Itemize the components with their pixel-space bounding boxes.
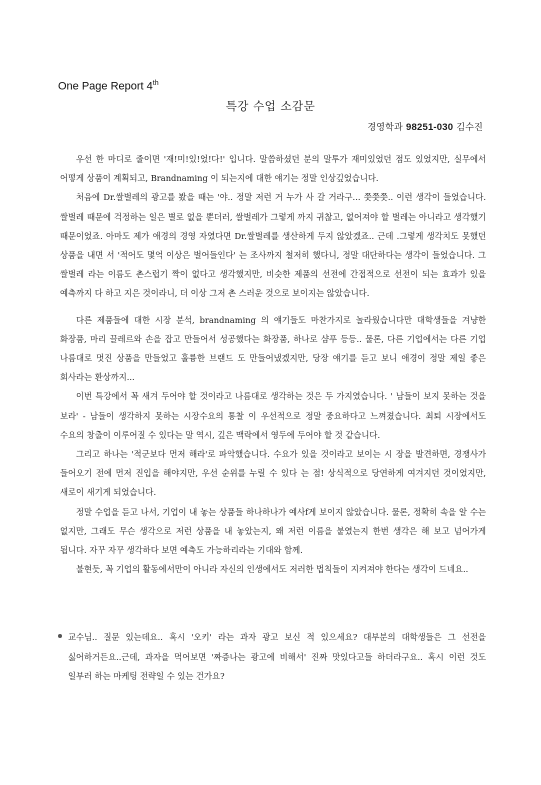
report-body xyxy=(60,150,486,579)
bullet-dot-icon xyxy=(58,634,62,638)
author-student-id: 98251-030 xyxy=(406,122,454,133)
paragraph-two-lessons: 이번 특강에서 꼭 새겨 두어야 할 것이라고 나름대로 생각하는 것은 두 가지였습니다. ' 남들이 보지 못하는 것을 보라' - 남들이 생각하지 못하는 시장수요의 통찰 이 우선적으로 정말 중요하다고 느껴졌습니다. 최퇴 시장에서도 수요의 창출이 이루어질 수 있다는 말 역시, 깊은 맥락에서 영두에 두어야 할 것 같습니다. xyxy=(60,391,486,440)
author-line xyxy=(367,120,483,133)
paragraph-life-rules: 불현듯, 꼭 기업의 활동에서만이 아니라 자신의 인생에서도 저러한 법칙들이 지켜져야 한다는 생각이 드네요.. xyxy=(76,564,469,575)
author-department: 경영학과 xyxy=(367,123,403,133)
paragraph-first-mover: 그리고 하나는 '적군보다 먼저 해라'로 파악했습니다. 수요가 있을 것이라고 보이는 시 장을 발견하면, 경쟁사가 들어오기 전에 먼저 진입을 해야지만, 우선 순위를 누릴 수 있다 는 점! 상식적으로 당연하게 여겨지던 것이었지만, 새로이 새기게 되었습니다. xyxy=(60,449,486,498)
report-label xyxy=(58,80,159,93)
paragraph-market-analysis: 다른 제품들에 대한 시장 분석, brandnaming 의 얘기들도 마찬가지로 놀라웠습니다만 대학생들을 겨냥한 화장품, 마리 끌레르와 손을 잡고 만들어서 성공했다는 화장품, 하나로 샴푸 등등.. 물론, 다른 기업에서는 다른 기업 나름대로 멋진 상품을 만들었고 훌륭한 브랜드 도 만들어냈겠지만, 당장 얘기를 듣고 보니 애경이 정말 제일 좋은 회사라는 환상까지... xyxy=(60,314,486,383)
author-name: 김수진 xyxy=(456,123,483,133)
paragraph-intro: 우선 한 마디로 줄이면 '재!미!있!었!다!' 입니다. 말씀하셨던 분의 말투가 재미있었던 점도 있었지만, 실무에서 어떻게 상품이 계획되고, Brandnaming 이 되는지에 대한 얘기는 정말 인상깊었습니다. xyxy=(60,154,486,184)
closing-question-text: 교수님.. 질문 있는데요.. 혹시 '오키' 라는 과자 광고 보신 적 있으세요? 대부분의 대학생들은 그 선전을 싫어하거든요..근데, 과자을 먹어보면 '짜증나는 광고에 비해서' 진짜 맛있다고들 하더라구요.. 혹시 이런 것도 일부러 하는 마케팅 전략일 수 있는 건가요? xyxy=(68,632,486,681)
document-title: 특강 수업 소감문 xyxy=(225,99,316,113)
paragraph-dr-rice-bug: 처음에 Dr.쌀벌레의 광고를 봤을 때는 '야.. 정말 저런 거 누가 사 갈 거라구... 쯧쯧쯧.. 이런 생각이 들었습니다. 쌀벌레 때문에 걱정하는 일은 별로 없을 뿐더러, 쌀벌레가 그렇게 까지 귀찮고, 없어져야 할 벌레는 아니라고 생각했기 때문이었죠. 아마도 제가 애경의 경영 자였다면 Dr.쌀벌레를 생산하게 두지 않았겠죠.. 근데 .그렇게 생각치도 못했던 상품을 내면 서 '적어도 몇억 이상은 벌어들인다' 는 조사까지 철저히 했다니, 정말 대단하다는 생각이 들었습니다. 그 쌀벌레 라는 이름도 촌스럽기 짝이 없다고 생각했지만, 비슷한 제품의 선전에 간접적으로 선전이 되는 효과가 있을 예측까지 다 하고 지은 것이라니, 더 이상 그저 촌 스러운 것으로 보이지는 않았습니다. xyxy=(60,192,486,299)
report-label-superscript: th xyxy=(152,80,159,87)
report-label-text: One Page Report 4 xyxy=(58,80,153,93)
paragraph-after-class: 정말 수업을 듣고 나서, 기업이 내 놓는 상품들 하나하나가 예사f게 보이지 않았습니다. 물론, 정확히 속을 알 수는 없지만, 그래도 무슨 생각으로 저런 상품을 내 놓았는지, 왜 저런 이름을 붙였는지 한번 생각은 해 보고 넘어가게 됩니다. 자꾸 자꾸 생각하다 보면 예측도 가능하리라는 기대와 함께. xyxy=(60,506,486,556)
closing-question xyxy=(68,628,486,687)
